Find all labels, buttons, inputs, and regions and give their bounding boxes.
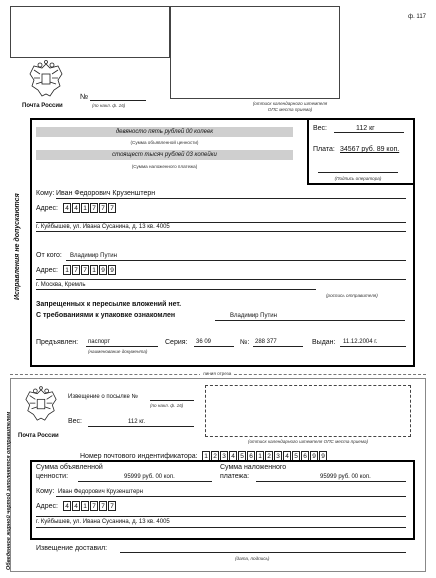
- id-cell: 9: [319, 451, 327, 461]
- zip-cell: 1: [63, 265, 71, 275]
- id-cell: 3: [274, 451, 282, 461]
- id-cell: 2: [265, 451, 273, 461]
- from-label: От кого:: [36, 252, 62, 259]
- series-value: 36 09: [196, 339, 212, 345]
- number-label: №:: [240, 339, 250, 346]
- form-code: ф. 117: [408, 14, 426, 20]
- sender-sign-caption: (роспись отправителя): [326, 293, 378, 298]
- date-caption: (дата, подпись): [235, 556, 270, 561]
- from-addr-line-2: [36, 289, 316, 290]
- series-label: Серия:: [165, 339, 188, 346]
- top-stamp-box: [170, 6, 340, 99]
- stamp-caption-2: ОПС места приема): [267, 107, 313, 112]
- issued-value: 11.12.2004 г.: [343, 339, 378, 345]
- operator-line: [318, 172, 398, 173]
- zip-cell: 7: [81, 265, 89, 275]
- notice-declared-label-2: ценности:: [36, 473, 69, 480]
- presented-value: паспорт: [88, 339, 111, 345]
- presented-label: Предъявлен:: [36, 339, 79, 346]
- from-name-line: [66, 260, 406, 261]
- zip-cell: 7: [90, 203, 98, 213]
- notice-weight-line: [88, 426, 194, 427]
- notice-cod-value: 95999 руб. 00 коп.: [320, 474, 371, 480]
- weight-label: Вес:: [313, 125, 328, 132]
- from-address-label: Адрес:: [36, 267, 58, 274]
- zip-cell: 7: [90, 501, 98, 511]
- notice-address-label: Адрес:: [36, 503, 58, 510]
- presented-line: [86, 346, 158, 347]
- series-line: [194, 346, 234, 347]
- notice-to-line: [56, 496, 406, 497]
- to-addr-line-1: [36, 222, 406, 223]
- zip-cell: 9: [108, 265, 116, 275]
- notice-cod-line: [256, 481, 406, 482]
- number-value: 288 377: [255, 339, 277, 345]
- forbidden-line-2: С требованиями к упаковке ознакомлен: [36, 312, 176, 319]
- id-cell: 2: [211, 451, 219, 461]
- id-cell: 6: [247, 451, 255, 461]
- doc-caption: (наименование документа): [88, 349, 148, 354]
- cod-caption: (Сумма наложенного платежа): [131, 164, 198, 169]
- issued-label: Выдан:: [312, 339, 336, 346]
- zip-cell: 1: [90, 265, 98, 275]
- org-name-top: Почта России: [22, 103, 63, 109]
- signature-line: [215, 320, 405, 321]
- vertical-note-main: Исправления не допускаются: [14, 193, 21, 300]
- emblem-icon: [24, 386, 58, 424]
- notice-addr-line-1: [36, 516, 406, 517]
- to-name: Иван Федорович Крузенштерн: [56, 190, 156, 197]
- delivered-line: [120, 552, 406, 553]
- notice-cod-label-2: платежа:: [220, 473, 250, 480]
- notice-weight-value: 112 кг.: [128, 419, 145, 425]
- notice-declared-value: 95999 руб. 00 коп.: [124, 474, 175, 480]
- notice-cod-label-1: Сумма наложенного: [220, 464, 287, 471]
- notice-declared-line: [78, 481, 212, 482]
- vertical-note-notice: Обведенное жирной чертой заполняется отправителем: [6, 411, 12, 570]
- notice-to-label: Кому:: [36, 488, 55, 495]
- notice-addr-line-2: [36, 527, 406, 528]
- notice-thick-box: [30, 460, 415, 540]
- zip-cell: 4: [63, 203, 71, 213]
- cod-text: стоящест тысяч рублей 03 копейки: [36, 150, 293, 160]
- declared-value-caption: (Сумма объявленной ценности): [130, 140, 199, 145]
- id-cell: 1: [256, 451, 264, 461]
- id-cell: 4: [229, 451, 237, 461]
- payment-label: Плата:: [313, 146, 335, 153]
- weight-line: [334, 132, 404, 133]
- notice-title: Извещение о посылке №: [68, 394, 138, 400]
- to-label: Кому:: [36, 190, 55, 197]
- id-cell: 1: [202, 451, 210, 461]
- zip-cell: 4: [63, 501, 71, 511]
- top-number-line: [90, 100, 146, 101]
- notice-number-line: [150, 400, 194, 401]
- id-cell: 4: [283, 451, 291, 461]
- id-cell: 9: [310, 451, 318, 461]
- id-cell: 3: [220, 451, 228, 461]
- to-address-label: Адрес:: [36, 205, 58, 212]
- zip-cell: 9: [99, 265, 107, 275]
- notice-number-caption: (по накл. ф. 16): [150, 403, 184, 408]
- zip-cell: 7: [99, 203, 107, 213]
- zip-cell: 4: [72, 203, 80, 213]
- zip-cell: 7: [72, 265, 80, 275]
- notice-stamp-box: [205, 385, 411, 437]
- forbidden-line-1: Запрещенных к пересылке вложений нет.: [36, 301, 182, 308]
- number-line: [253, 346, 303, 347]
- declared-value-text: девяносто пять рублей 00 копеек: [36, 127, 293, 137]
- to-address: г. Куйбышев, ул. Ивана Сусанина, д. 13 кв. 4005: [36, 224, 170, 230]
- zip-cell: 1: [81, 501, 89, 511]
- emblem-icon: [28, 60, 64, 100]
- from-zip-cells: [63, 265, 117, 275]
- zip-cell: 7: [108, 501, 116, 511]
- zip-cell: 4: [72, 501, 80, 511]
- cut-line-label: линия отреза: [200, 371, 234, 376]
- from-addr-line-1: [36, 279, 406, 280]
- notice-stamp-caption: (оттиск календарного штемпеля ОПС места приема): [247, 439, 369, 444]
- id-cell: 5: [292, 451, 300, 461]
- postal-id-label: Номер почтового индентификатора:: [80, 453, 198, 460]
- notice-zip-cells: [63, 501, 117, 511]
- notice-weight-label: Вес:: [68, 418, 83, 425]
- weight-value: 112 кг: [356, 125, 375, 132]
- delivered-label: Извещение доставил:: [36, 545, 108, 552]
- to-addr-line-2: [36, 231, 406, 232]
- notice-to-name: Иван Федорович Крузенштерн: [58, 489, 143, 495]
- stamp-caption-1: (оттиск календарного штемпеля: [252, 101, 328, 106]
- issued-line: [340, 346, 406, 347]
- zip-cell: 7: [108, 203, 116, 213]
- zip-cell: 1: [81, 203, 89, 213]
- sender-signature: Владимир Путин: [230, 313, 277, 319]
- from-address: г. Москва, Кремль: [36, 282, 86, 288]
- to-name-line: [56, 198, 406, 199]
- notice-to-address: г. Куйбышев, ул. Ивана Сусанина, д. 13 кв. 4005: [36, 519, 170, 525]
- payment-value: 34567 руб. 89 коп.: [340, 146, 400, 153]
- operator-caption: (Подпись оператора): [334, 176, 382, 181]
- id-cell: 5: [238, 451, 246, 461]
- org-name-notice: Почта России: [18, 433, 59, 439]
- top-left-box: [10, 6, 170, 58]
- top-number-sign: №: [80, 92, 89, 101]
- id-cell: 6: [301, 451, 309, 461]
- top-number-caption: (по накл. ф. 16): [92, 103, 126, 108]
- from-name: Владимир Путин: [70, 253, 117, 259]
- to-zip-cells: [63, 203, 117, 213]
- zip-cell: 7: [99, 501, 107, 511]
- notice-declared-label-1: Сумма объявленной: [36, 464, 103, 471]
